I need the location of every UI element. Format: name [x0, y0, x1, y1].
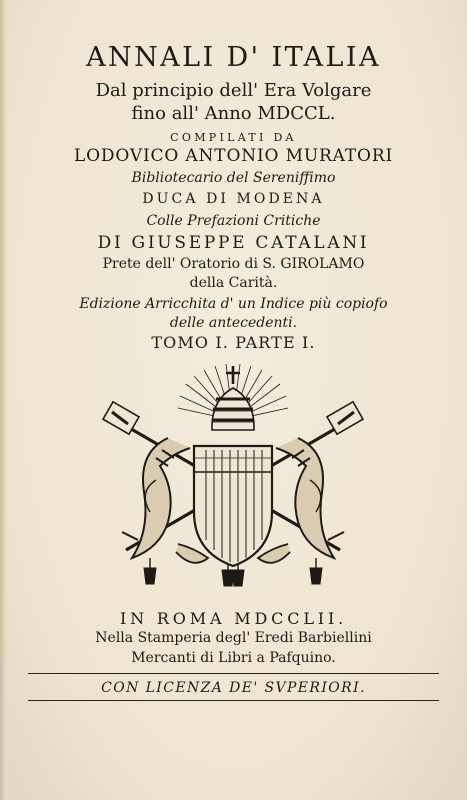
volume-line: TOMO I. PARTE I. — [151, 333, 316, 352]
editor-name: DI GIUSEPPE CATALANI — [97, 233, 370, 253]
main-title: ANNALI D' ITALIA — [86, 42, 381, 73]
subtitle-line-1: Dal principio dell' Era Volgare — [95, 80, 372, 101]
imprint-printer: Nella Stamperia degl' Eredi Barbiellini — [95, 630, 372, 646]
prefaces-line: Colle Prefazioni Critiche — [146, 213, 321, 229]
duke-line: DUCA DI MODENA — [142, 191, 325, 207]
author-name: LODOVICO ANTONIO MURATORI — [73, 146, 394, 166]
rule-top — [28, 673, 439, 674]
license-line: CON LICENZA DE' SVPERIORI. — [101, 680, 366, 696]
editor-role: Prete dell' Oratorio di S. GIROLAMO — [102, 256, 365, 272]
editor-role-2: della Carità. — [189, 275, 278, 291]
rule-bottom — [28, 700, 439, 701]
author-role: Bibliotecario del Sereniffimo — [131, 170, 336, 186]
subtitle-line-2: fino all' Anno MDCCL. — [131, 103, 336, 124]
edition-line-1: Edizione Arricchita d' un Indice più copiofo — [79, 296, 388, 312]
imprint-seller: Mercanti di Libri a Pafquino. — [131, 650, 336, 666]
papal-arms-icon — [98, 362, 368, 588]
compiled-by: COMPILATI DA — [170, 131, 297, 144]
imprint-place: IN ROMA MDCCLII. — [119, 609, 348, 628]
edition-line-2: delle antecedenti. — [169, 315, 298, 331]
